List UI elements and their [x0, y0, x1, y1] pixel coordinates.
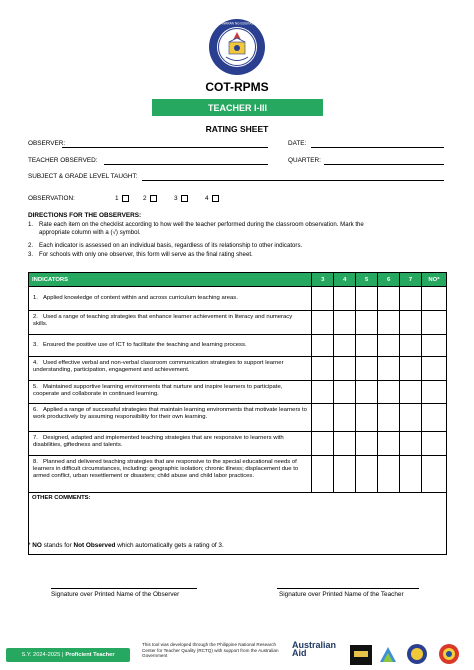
direction-item — [28, 242, 448, 250]
subject-grade-label: SUBJECT & GRADE LEVEL TAUGHT: — [28, 173, 138, 180]
table-row — [29, 311, 447, 335]
australian-aid-logo — [292, 641, 336, 657]
date-label: DATE: — [288, 140, 307, 147]
rating-cell[interactable] — [421, 404, 446, 432]
rating-cell[interactable] — [400, 287, 422, 311]
rating-cell[interactable] — [378, 287, 400, 311]
observation-option-label: 1 — [115, 195, 119, 202]
indicator-text: Maintained supportive learning environments that nurture and inspire learners to participate, cooperate and collaborate in continued learning. — [33, 384, 283, 397]
indicator-cell — [29, 381, 312, 404]
column-header: NO* — [421, 273, 446, 287]
column-header: INDICATORS — [29, 273, 312, 287]
indicator-cell — [29, 456, 312, 493]
table-row — [29, 381, 447, 404]
rating-cell[interactable] — [312, 287, 334, 311]
checkbox[interactable] — [150, 195, 157, 202]
indicator-number: 7. — [33, 435, 38, 441]
indicator-number: 3. — [33, 342, 38, 348]
rating-cell[interactable] — [378, 357, 400, 381]
table-row — [29, 357, 447, 381]
rating-cell[interactable] — [378, 311, 400, 335]
school-year-text: S.Y. 2024-2025 | — [21, 652, 64, 658]
observer-label: OBSERVER: — [28, 140, 66, 147]
other-comments-label: OTHER COMMENTS: — [32, 495, 91, 501]
rating-cell[interactable] — [356, 381, 378, 404]
indicator-text: Planned and delivered teaching strategies that are responsive to the special educational needs of learners in difficult circumstances, including: geographic isolation; chronic illness; displacement due to armed conflict, urban resettlement or disasters; child abuse and child labor practices. — [33, 459, 299, 479]
checkbox[interactable] — [212, 195, 219, 202]
rating-cell[interactable] — [378, 432, 400, 456]
table-row — [29, 287, 447, 311]
seal-text: KAGAWARAN NG EDUKASYON — [213, 21, 261, 26]
direction-text-cont: appropriate column with a (√) symbol. — [39, 229, 141, 236]
direction-number: 2. — [28, 242, 34, 249]
teacher-signature-label: Signature over Printed Name of the Teacher — [279, 591, 404, 598]
observation-option-1[interactable] — [115, 195, 129, 202]
observation-option-4[interactable] — [205, 195, 219, 202]
directions-heading: DIRECTIONS FOR THE OBSERVERS: — [28, 212, 142, 219]
credit-text: This tool was developed through the Philippine National Research Center for Teacher Quality (RCTQ) with support from the Australian Government — [142, 642, 279, 659]
table-header-row — [29, 273, 447, 287]
seal-logo-icon — [406, 643, 428, 665]
proficient-teacher-text: Proficient Teacher — [65, 652, 115, 658]
indicator-text: Applied knowledge of content within and across curriculum teaching areas. — [43, 295, 238, 301]
teacher-observed-field[interactable] — [104, 164, 268, 165]
quarter-field[interactable] — [324, 164, 444, 165]
checkbox[interactable] — [181, 195, 188, 202]
deped-seal-logo — [208, 18, 266, 76]
indicator-cell — [29, 335, 312, 357]
rating-cell[interactable] — [378, 381, 400, 404]
rating-cell[interactable] — [334, 432, 356, 456]
rating-cell[interactable] — [400, 381, 422, 404]
footnote-no: NO — [32, 542, 42, 549]
indicator-number: 2. — [33, 314, 38, 320]
une-logo-icon — [350, 645, 372, 665]
rating-cell[interactable] — [421, 335, 446, 357]
footnote-not-observed: Not Observed — [73, 542, 116, 549]
observation-option-label: 2 — [143, 195, 147, 202]
rating-cell[interactable] — [356, 311, 378, 335]
page-title: COT-RPMS — [205, 80, 269, 94]
observation-option-label: 4 — [205, 195, 209, 202]
indicator-text: Applied a range of successful strategies that maintain learning environments that motivate learners to work productively by assuming responsibility for their own learning. — [33, 407, 307, 420]
rating-cell[interactable] — [356, 287, 378, 311]
rating-cell[interactable] — [334, 404, 356, 432]
footnote-star: * — [28, 542, 31, 549]
rating-cell[interactable] — [312, 404, 334, 432]
direction-text: For schools with only one observer, this form will serve as the final rating sheet. — [39, 251, 253, 258]
indicator-text: Used effective verbal and non-verbal classroom communication strategies to support learner understanding, participation, engagement and achievement. — [33, 360, 284, 373]
rating-cell[interactable] — [334, 311, 356, 335]
rating-cell[interactable] — [356, 335, 378, 357]
rating-cell[interactable] — [421, 432, 446, 456]
subject-grade-field[interactable] — [142, 180, 444, 181]
rating-cell[interactable] — [312, 432, 334, 456]
column-header: 7 — [400, 273, 422, 287]
direction-number: 3. — [28, 251, 34, 258]
bagong-pilipinas-logo-icon — [436, 643, 462, 665]
school-year-badge — [6, 648, 130, 662]
direction-number: 1. — [28, 221, 34, 228]
observation-option-3[interactable] — [174, 195, 188, 202]
teacher-level-banner: TEACHER I-III — [152, 99, 323, 116]
indicator-cell — [29, 404, 312, 432]
observer-field[interactable] — [62, 147, 268, 148]
indicator-number: 4. — [33, 360, 38, 366]
rating-cell[interactable] — [400, 404, 422, 432]
rating-cell[interactable] — [421, 311, 446, 335]
rating-cell[interactable] — [356, 357, 378, 381]
rating-cell[interactable] — [378, 335, 400, 357]
indicator-number: 6. — [33, 407, 38, 413]
indicator-cell — [29, 432, 312, 456]
teacher-observed-label: TEACHER OBSERVED: — [28, 157, 98, 164]
rating-cell[interactable] — [356, 432, 378, 456]
checkbox[interactable] — [122, 195, 129, 202]
indicator-text: Ensured the positive use of ICT to facilitate the teaching and learning process. — [43, 342, 247, 348]
date-field[interactable] — [311, 147, 444, 148]
rating-cell[interactable] — [421, 456, 446, 493]
direction-item — [28, 251, 448, 259]
direction-text: Each indicator is assessed on an individual basis, regardless of its relationship to other indicators. — [39, 242, 303, 249]
rating-cell[interactable] — [400, 311, 422, 335]
footnote — [28, 542, 224, 549]
rating-cell[interactable] — [312, 456, 334, 493]
rating-cell[interactable] — [400, 335, 422, 357]
rating-cell[interactable] — [378, 404, 400, 432]
australian-aid-line1: Australian — [292, 640, 337, 650]
table-row — [29, 335, 447, 357]
indicator-cell — [29, 311, 312, 335]
rating-cell[interactable] — [312, 357, 334, 381]
observation-label: OBSERVATION: — [28, 195, 75, 202]
indicator-number: 1. — [33, 295, 38, 301]
quarter-label: QUARTER: — [288, 157, 321, 164]
direction-text: Rate each item on the checklist according to how well the teacher performed during the classroom observation. Mark the — [39, 221, 364, 228]
column-header: 3 — [312, 273, 334, 287]
rating-cell[interactable] — [400, 432, 422, 456]
rating-cell[interactable] — [312, 311, 334, 335]
rating-cell[interactable] — [421, 287, 446, 311]
rating-cell[interactable] — [334, 357, 356, 381]
rating-cell[interactable] — [400, 456, 422, 493]
rating-cell[interactable] — [312, 335, 334, 357]
indicator-cell — [29, 357, 312, 381]
indicator-number: 8. — [33, 459, 38, 465]
footnote-mid: stands for — [43, 542, 72, 549]
rating-cell[interactable] — [356, 456, 378, 493]
observation-option-label: 3 — [174, 195, 178, 202]
footnote-end: which automatically gets a rating of 3. — [117, 542, 224, 549]
rating-cell[interactable] — [421, 381, 446, 404]
table-row — [29, 432, 447, 456]
teacher-signature-line[interactable] — [277, 588, 419, 589]
rating-cell[interactable] — [421, 357, 446, 381]
rating-cell[interactable] — [378, 456, 400, 493]
column-header: 4 — [334, 273, 356, 287]
column-header: 5 — [356, 273, 378, 287]
direction-item — [28, 221, 448, 237]
column-header: 6 — [378, 273, 400, 287]
rating-cell[interactable] — [334, 335, 356, 357]
rating-sheet-subtitle: RATING SHEET — [205, 124, 269, 134]
rating-cell[interactable] — [334, 456, 356, 493]
indicator-text: Designed, adapted and implemented teaching strategies that are responsive to learners with disabilities, giftedness and talents. — [33, 435, 284, 448]
indicators-table — [28, 272, 447, 555]
indicator-text: Used a range of teaching strategies that enhance learner achievement in literacy and numeracy skills. — [33, 314, 293, 327]
table-row — [29, 456, 447, 493]
australian-aid-line2: Aid — [292, 648, 307, 658]
observer-signature-label: Signature over Printed Name of the Observer — [51, 591, 180, 598]
observation-option-2[interactable] — [143, 195, 157, 202]
table-row — [29, 404, 447, 432]
rating-cell[interactable] — [334, 381, 356, 404]
indicator-cell — [29, 287, 312, 311]
rating-cell[interactable] — [312, 381, 334, 404]
rctq-logo-icon — [377, 645, 399, 665]
rating-cell[interactable] — [334, 287, 356, 311]
rating-cell[interactable] — [400, 357, 422, 381]
rating-cell[interactable] — [356, 404, 378, 432]
observer-signature-line[interactable] — [51, 588, 197, 589]
indicator-number: 5. — [33, 384, 38, 390]
